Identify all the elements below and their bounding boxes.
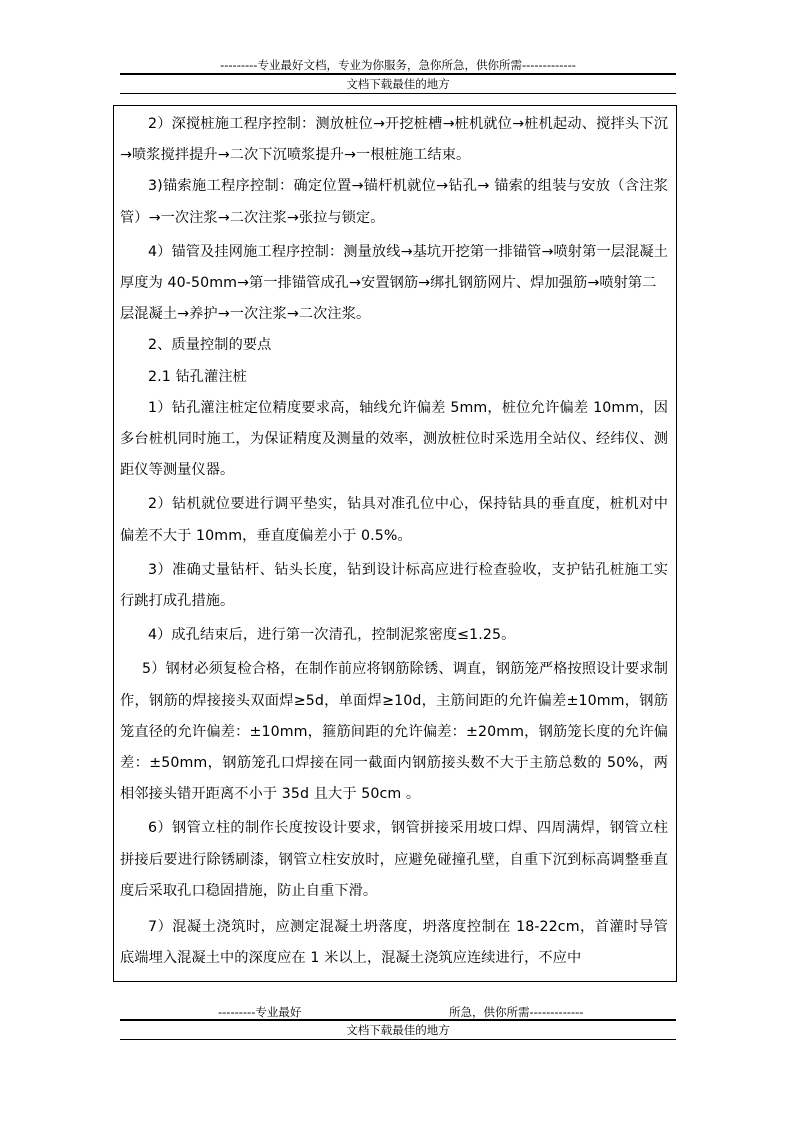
section-heading-quality-control: 2、质量控制的要点 [148, 337, 272, 354]
paragraph-mixing-pile-procedure: 2）深搅桩施工程序控制：测放桩位→开挖桩槽→桩机就位→桩机起动、搅拌头下沉→喷浆搅拌提升→二次下沉喷浆提升→一根桩施工结束。 [120, 116, 668, 164]
paragraph-drill-rod-measure: 3）准确丈量钻杆、钻头长度，钻到设计标高应进行检查验收，支护钻孔桩施工实行跳打成孔措施。 [120, 561, 668, 610]
paragraph-steel-column: 6）钢管立柱的制作长度按设计要求，钢管拼接采用坡口焊、四周满焊，钢管立柱拼接后要进行除锈刷漆，钢管立柱安放时，应避免碰撞孔壁，自重下沉到标高调整垂直度后采取孔口稳固措施，防止自重下滑。 [120, 820, 668, 899]
paragraph-pile-positioning: 1）钻孔灌注桩定位精度要求高，轴线允许偏差 5mm，桩位允许偏差 10mm，因多台桩机同时施工，为保证精度及测量的效率，测放桩位时采选用全站仪、经纬仪、测距仪等测量仪器。 [120, 399, 668, 479]
paragraph-concrete-pouring: 7）混凝土浇筑时，应测定混凝土坍落度，坍落度控制在 18-22cm，首灌时导管底端埋入混凝土中的深度应在 1 米以上，混凝土浇筑应连续进行，不应中 [120, 919, 668, 967]
paragraph-hole-cleaning: 4）成孔结束后，进行第一次清孔，控制泥浆密度≤1.25。 [148, 627, 516, 644]
paragraph-anchor-cable-procedure: 3)锚索施工程序控制：确定位置→锚杆机就位→钻孔→ 锚索的组装与安放（含注浆管）→一次注浆→二次注浆→张拉与锁定。 [120, 178, 668, 226]
document-body [120, 109, 668, 974]
paragraph-drill-leveling: 2）钻机就位要进行调平垫实，钻具对准孔位中心，保持钻具的垂直度，桩机对中偏差不大于 10mm，垂直度偏差小于 0.5%。 [120, 496, 668, 544]
paragraph-anchor-pipe-procedure: 4）锚管及挂网施工程序控制：测量放线→基坑开挖第一排锚管→喷射第一层混凝土厚度为 40-50mm→第一排锚管成孔→安置钢筋→绑扎钢筋网片、焊加强筋→喷射第二 [120, 243, 668, 292]
footer-slogan-left: ---------专业最好 [218, 1005, 302, 1019]
paragraph-anchor-pipe-procedure-continued: 层混凝土→养护→一次注浆→二次注浆。 [120, 306, 371, 323]
footer-slogan-right: 所急，供你所需------------- [449, 1005, 584, 1019]
header-subtitle: 文档下载最佳的地方 [346, 77, 450, 91]
footer-rule [120, 1019, 676, 1021]
subsection-heading-bored-pile: 2.1 钻孔灌注桩 [148, 368, 247, 385]
header-slogan: ---------专业最好文档，专业为你服务，急你所急，供你所需------------- [220, 58, 576, 72]
footer-rule-thin [120, 1039, 676, 1040]
header-rule-thin [120, 93, 676, 94]
header-rule [120, 73, 676, 75]
paragraph-steel-cage: 5）钢材必须复检合格，在制作前应将钢筋除锈、调直，钢筋笼严格按照设计要求制作，钢筋的焊接接头双面焊≥5d，单面焊≥10d，主筋间距的允许偏差±10mm，钢筋笼直径的允许偏差：±10mm，箍筋间距的允许偏差：±20mm，钢筋笼长度的允许偏差：±50mm，钢筋笼孔口焊接在同一截面内钢筋接头数不大于主筋总数的 50%，两相邻接头错开距离不小于 35d 且大于 50cm 。 [120, 661, 668, 803]
footer-subtitle: 文档下载最佳的地方 [346, 1023, 450, 1037]
